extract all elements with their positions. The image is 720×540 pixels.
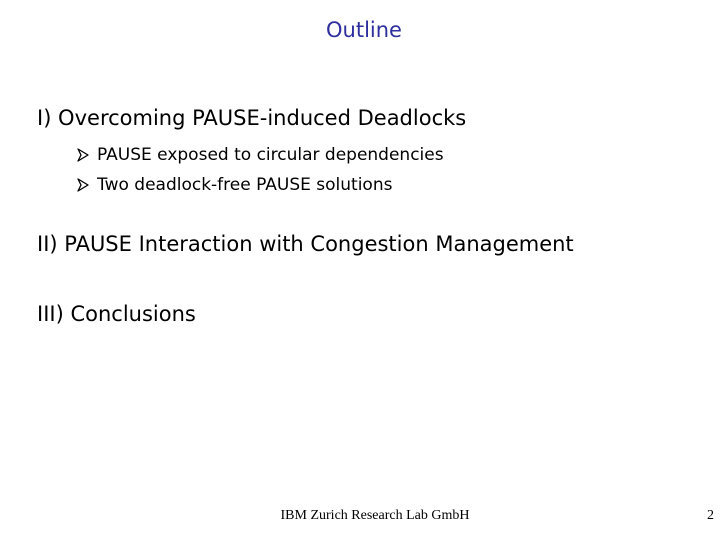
page-number: 2 xyxy=(707,508,714,523)
footer-text: IBM Zurich Research Lab GmbH xyxy=(280,508,470,523)
subitem-label: PAUSE exposed to circular dependencies xyxy=(97,145,444,165)
outline-section-1: I) Overcoming PAUSE-induced Deadlocks xyxy=(37,106,467,130)
outline-section-2: II) PAUSE Interaction with Congestion Management xyxy=(37,232,574,256)
list-item xyxy=(76,170,444,200)
subitem-label: Two deadlock-free PAUSE solutions xyxy=(97,175,393,195)
list-item xyxy=(76,140,444,170)
outline-section-3: III) Conclusions xyxy=(37,302,196,326)
arrow-bullet-icon xyxy=(76,178,90,192)
slide-title: Outline xyxy=(326,18,402,42)
section-1-subitems xyxy=(76,140,444,200)
arrow-bullet-icon xyxy=(76,148,90,162)
